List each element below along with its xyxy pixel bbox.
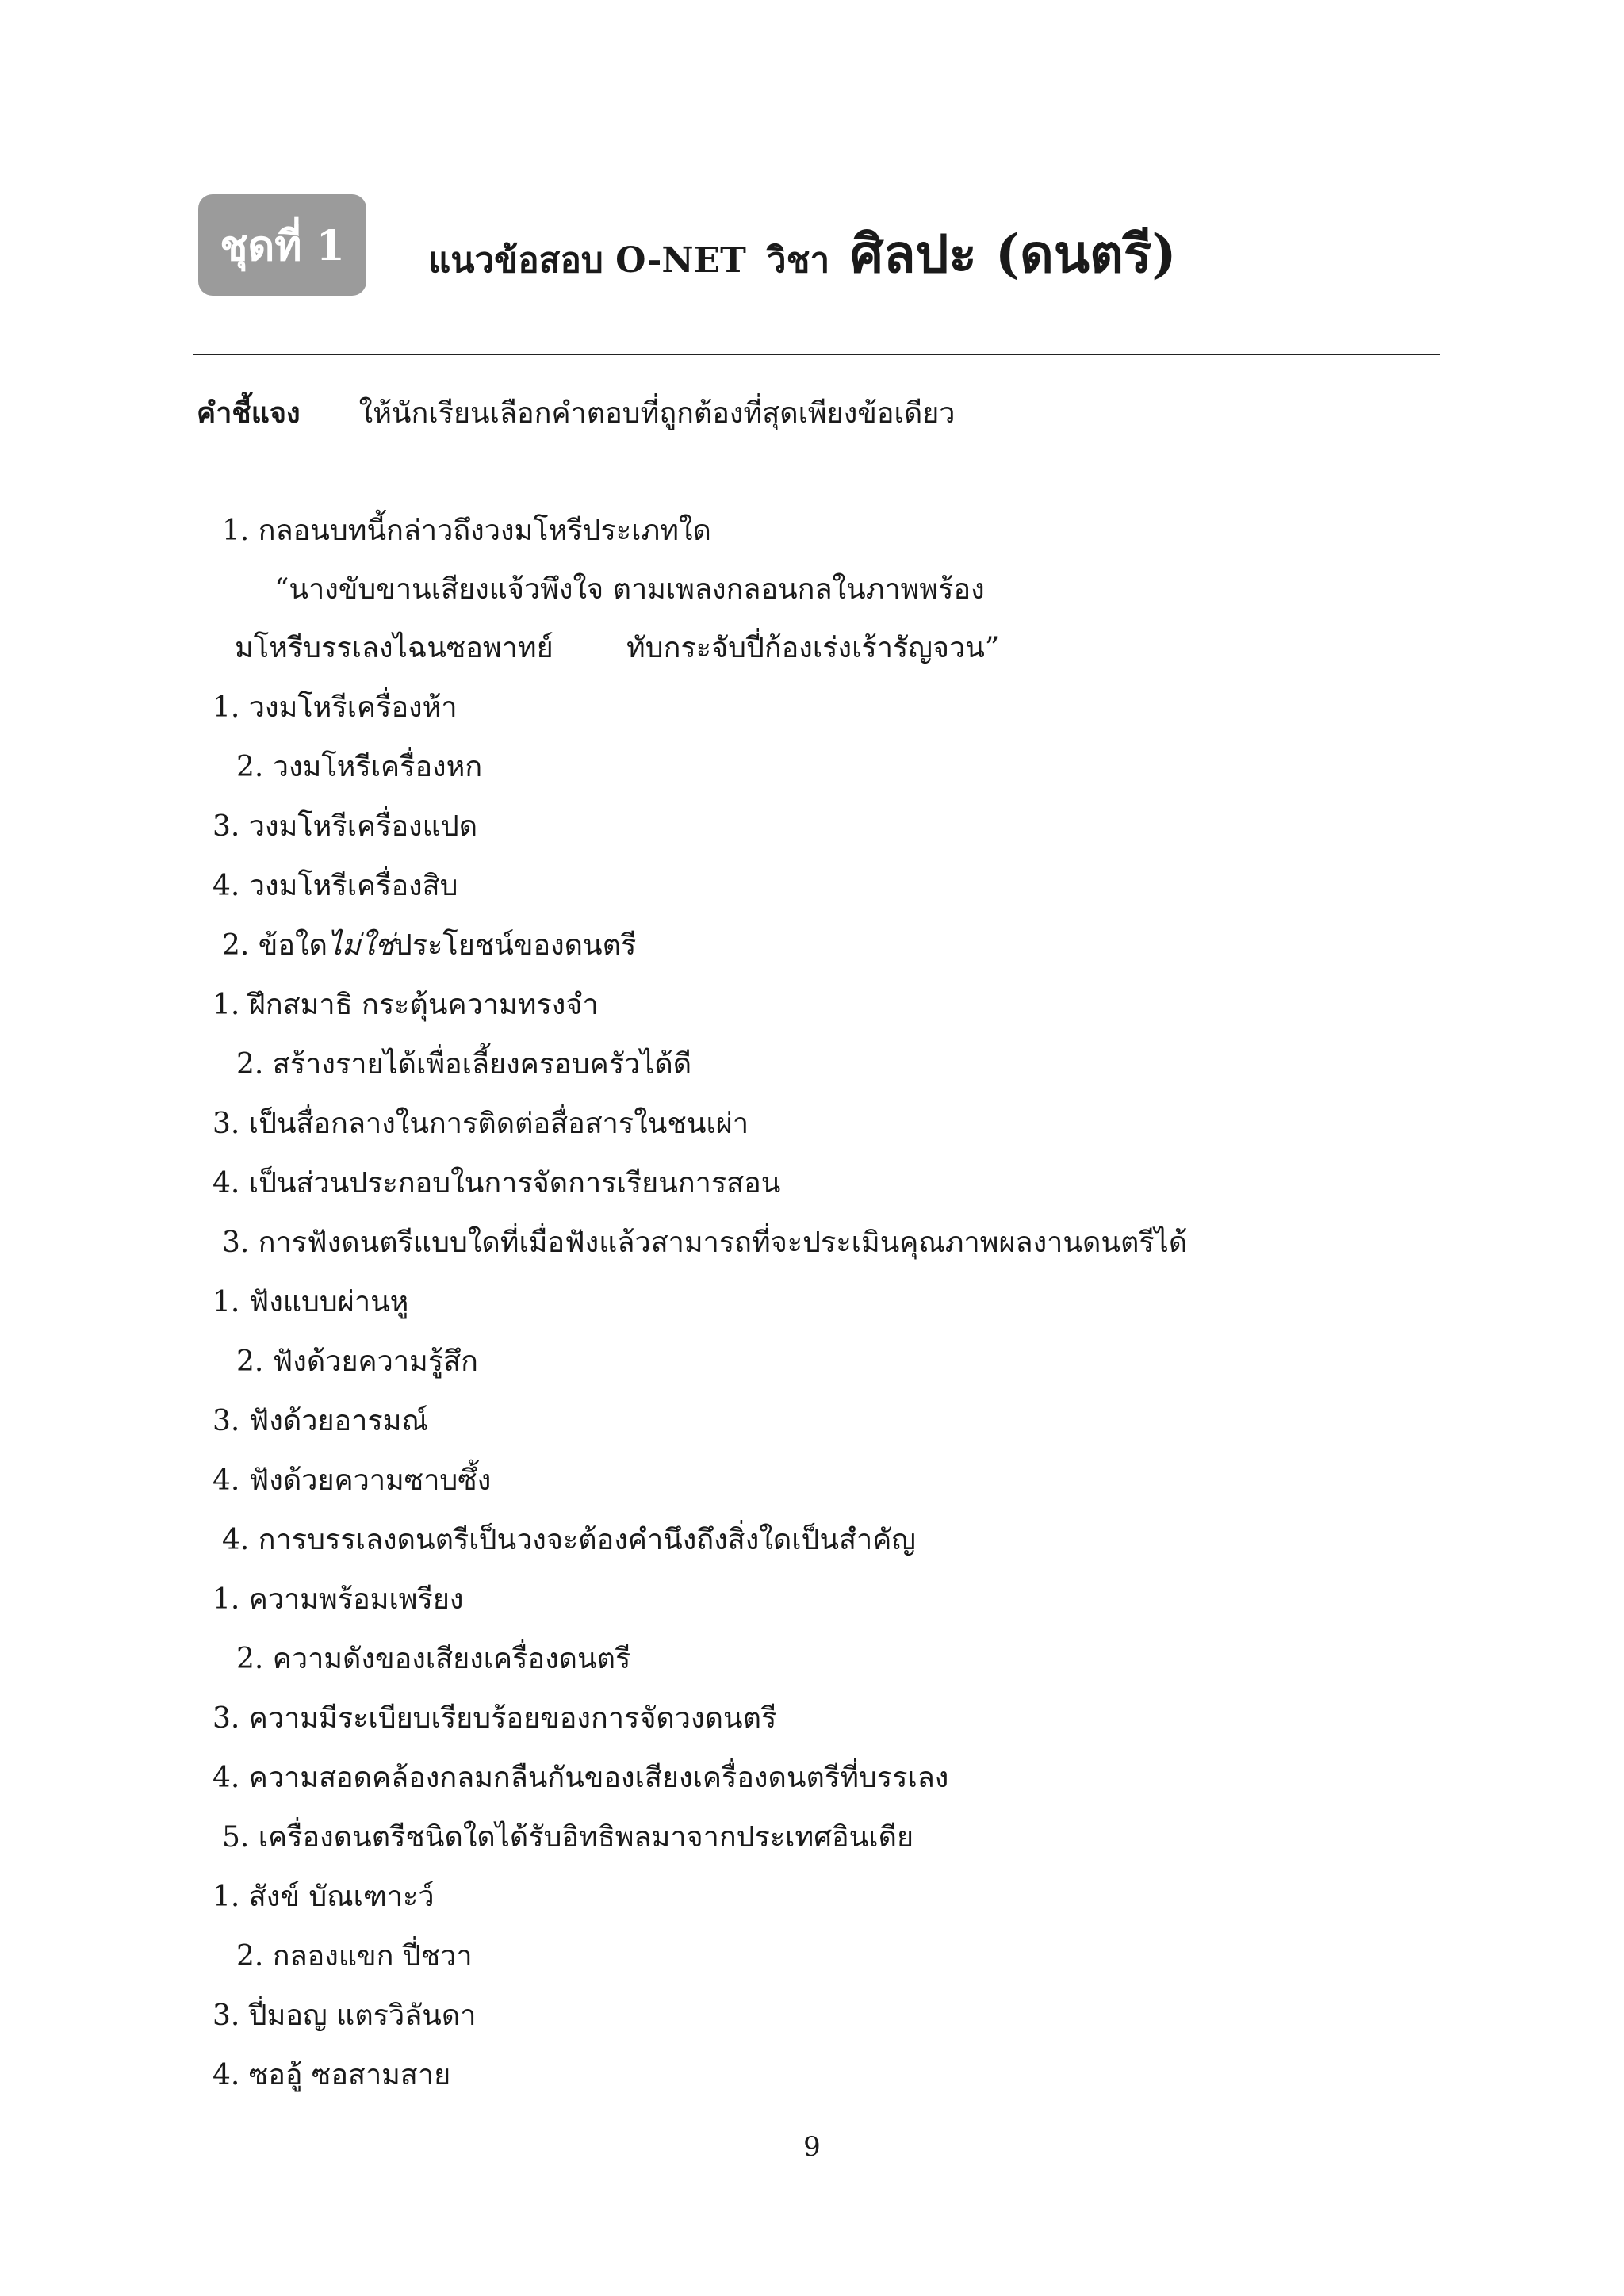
question-3-choice-3[interactable]: 3. ฟังด้วยอารมณ์ (213, 1405, 428, 1437)
question-2-stem-emphasis: ไม่ใช่ (327, 929, 394, 962)
title-subject: ศิลปะ (ดนตรี) (850, 223, 1177, 285)
question-2-choice-3[interactable]: 3. เป็นสื่อกลางในการติดต่อสื่อสารในชนเผ่า (213, 1108, 749, 1140)
question-1-poem-line-2b: ทับกระจับปี่ก้องเร่งเร้ารัญจวน” (626, 632, 1000, 664)
question-3-stem: 3. การฟังดนตรีแบบใดที่เมื่อฟังแล้วสามารถที่จะประเมินคุณภาพผลงานดนตรีได้ (222, 1226, 1188, 1259)
title-subject-prefix: วิชา (766, 240, 830, 281)
question-5-choice-4[interactable]: 4. ซออู้ ซอสามสาย (213, 2059, 451, 2091)
set-label: ชุดที่ 1 (220, 221, 345, 270)
question-2-stem (222, 928, 636, 962)
instruction (197, 390, 956, 435)
question-4-choice-3[interactable]: 3. ความมีระเบียบเรียบร้อยของการจัดวงดนตรี (213, 1702, 777, 1735)
question-3-choice-4[interactable]: 4. ฟังด้วยความซาบซึ้ง (213, 1464, 492, 1497)
page-number: 9 (803, 2131, 821, 2163)
question-2-stem-post: ประโยชน์ของดนตรี (393, 929, 637, 962)
question-2-choice-4[interactable]: 4. เป็นส่วนประกอบในการจัดการเรียนการสอน (213, 1167, 781, 1200)
question-1-choice-3[interactable]: 3. วงมโหรีเครื่องแปด (213, 810, 478, 843)
question-1-poem-line-2a: มโหรีบรรเลงไฉนซอพาทย์ (235, 632, 553, 664)
title-exam-name: แนวข้อสอบ O-NET (428, 240, 746, 281)
question-2-choice-2[interactable]: 2. สร้างรายได้เพื่อเลี้ยงครอบครัวได้ดี (236, 1048, 692, 1081)
question-5-choice-3[interactable]: 3. ปี่มอญ แตรวิลันดา (213, 1999, 477, 2032)
question-5-choice-1[interactable]: 1. สังข์ บัณเฑาะว์ (213, 1881, 435, 1913)
question-1-choice-1[interactable]: 1. วงมโหรีเครื่องห้า (213, 691, 458, 724)
question-1-choice-2[interactable]: 2. วงมโหรีเครื่องหก (236, 751, 483, 783)
question-2-stem-pre: 2. ข้อใด (222, 929, 327, 962)
question-3-choice-1[interactable]: 1. ฟังแบบผ่านหู (213, 1286, 409, 1318)
question-4-stem: 4. การบรรเลงดนตรีเป็นวงจะต้องคำนึงถึงสิ่งใดเป็นสำคัญ (222, 1524, 916, 1556)
question-4-choice-4[interactable]: 4. ความสอดคล้องกลมกลืนกันของเสียงเครื่องดนตรีที่บรรเลง (213, 1762, 949, 1794)
instruction-label: คำชี้แจง (197, 396, 301, 430)
page-title (428, 212, 1177, 292)
question-2-choice-1[interactable]: 1. ฝึกสมาธิ กระตุ้นความทรงจำ (213, 989, 599, 1021)
question-1-choice-4[interactable]: 4. วงมโหรีเครื่องสิบ (213, 870, 458, 902)
set-badge (198, 194, 366, 296)
question-5-stem: 5. เครื่องดนตรีชนิดใดได้รับอิทธิพลมาจากประเทศอินเดีย (222, 1821, 914, 1854)
question-4-choice-1[interactable]: 1. ความพร้อมเพรียง (213, 1583, 464, 1616)
header-divider (193, 354, 1440, 355)
question-3-choice-2[interactable]: 2. ฟังด้วยความรู้สึก (236, 1345, 478, 1378)
question-4-choice-2[interactable]: 2. ความดังของเสียงเครื่องดนตรี (236, 1643, 631, 1675)
question-1-poem-line-1: “นางขับขานเสียงแจ้วพึงใจ ตามเพลงกลอนกลในภาพพร้อง (274, 573, 985, 606)
question-5-choice-2[interactable]: 2. กลองแขก ปี่ชวา (236, 1940, 473, 1973)
question-1-stem: 1. กลอนบทนี้กล่าวถึงวงมโหรีประเภทใด (222, 515, 711, 547)
instruction-text: ให้นักเรียนเลือกคำตอบที่ถูกต้องที่สุดเพียงข้อเดียว (358, 397, 956, 430)
